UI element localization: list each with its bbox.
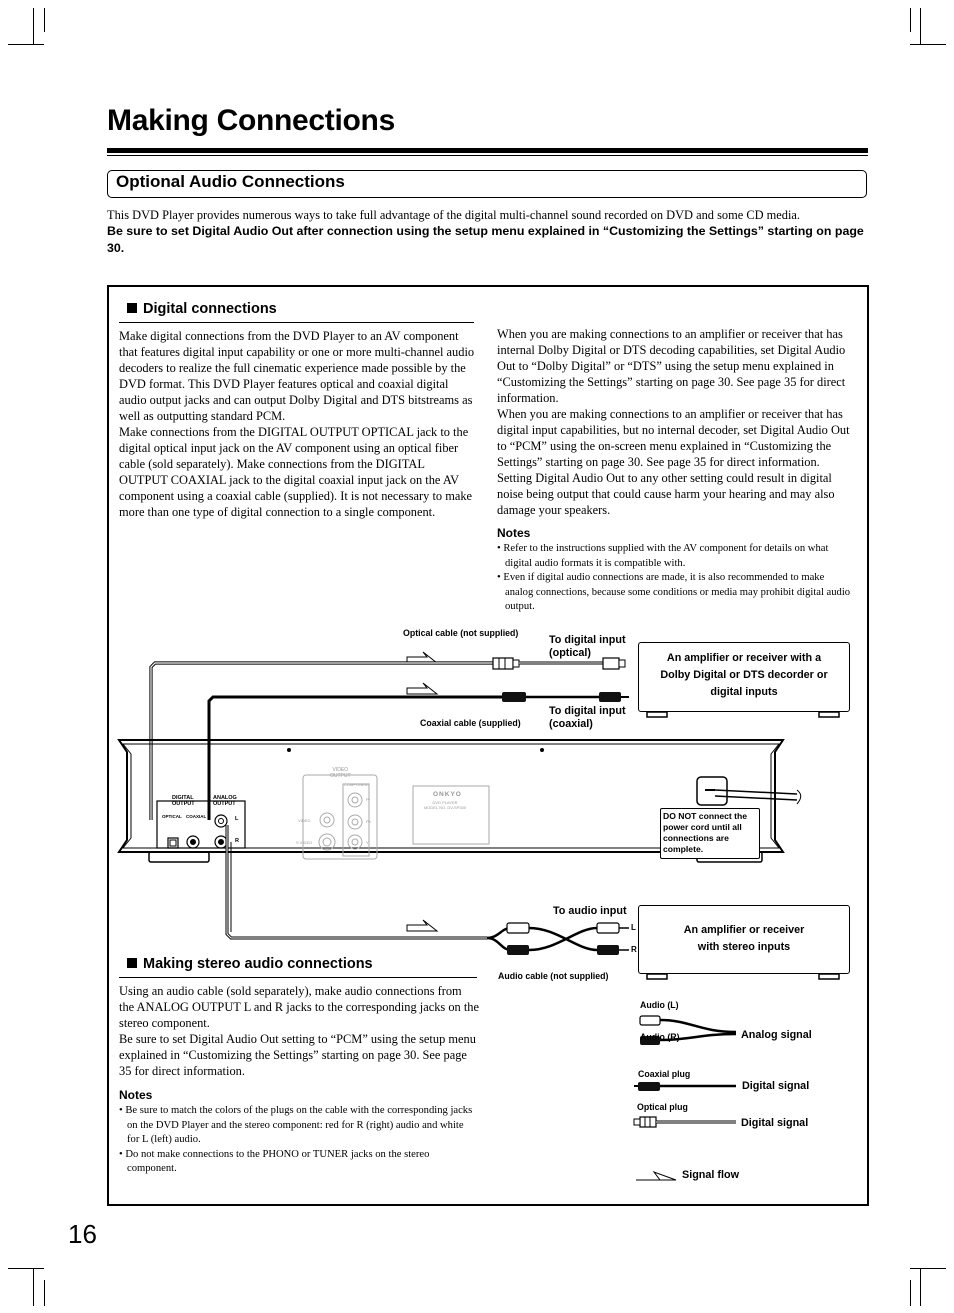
to-optical-label: To digital input (optical) xyxy=(549,634,626,659)
legend-signal-flow-label: Signal flow xyxy=(682,1169,739,1181)
panel-coaxial-label: COAXIAL xyxy=(186,814,207,819)
intro-bold-text: Be sure to set Digital Audio Out after connection using the setup menu explained in “Customizing the Settings” starting on page 30. xyxy=(107,224,864,255)
digital-amplifier-box xyxy=(638,642,850,712)
stereo-note-1: • Be sure to match the colors of the plugs on the cable with the corresponding jacks on the DVD Player and the stereo component: red for R (right) audio and white for L (left) audio. xyxy=(119,1105,473,1146)
coaxial-plug-end-icon xyxy=(599,692,621,702)
legend-coaxial-signal-label: Digital signal xyxy=(742,1080,810,1092)
page-number: 16 xyxy=(68,1219,97,1249)
stereo-heading xyxy=(127,956,373,972)
digital-left-text xyxy=(119,328,475,520)
coaxial-cable-label: Coaxial cable (supplied) xyxy=(420,718,521,728)
digital-para-2: Make connections from the DIGITAL OUTPUT OPTICAL jack to the digital optical input jack on the AV component using an optical fiber cable (sold separately). Make connections from the DIGITAL OUTPUT COAXIAL jack to the digital coaxial input jack on the AV component using a coaxial cable (supplied). It is not necessary to make more than one type of digital connection to a single component. xyxy=(119,425,473,519)
digital-right-text xyxy=(497,326,857,518)
stereo-heading-text: Making stereo audio connections xyxy=(143,956,373,972)
digital-heading-text: Digital connections xyxy=(143,301,277,317)
legend-signal-flow-icon xyxy=(636,1172,676,1180)
panel-r-label: R xyxy=(235,838,239,844)
digital-notes-heading: Notes xyxy=(497,526,531,540)
section-title: Optional Audio Connections xyxy=(116,172,345,191)
stereo-notes-heading: Notes xyxy=(119,1088,153,1102)
legend-analog-signal-label: Analog signal xyxy=(741,1029,812,1041)
panel-digital-output-label: DIGITAL OUTPUT xyxy=(172,795,195,807)
audio-r-plug-end-icon xyxy=(597,945,619,955)
legend-coaxial-plug-icon xyxy=(638,1082,660,1091)
stereo-notes-list xyxy=(119,1104,477,1177)
audio-l-plug-end-icon xyxy=(597,923,619,933)
power-warning-box xyxy=(660,808,760,859)
legend-optical-plug-label: Optical plug xyxy=(637,1102,688,1112)
audio-cable-label: Audio cable (not supplied) xyxy=(498,971,609,981)
optical-plug-icon xyxy=(493,658,519,669)
panel-analog-output-label: ANALOG OUTPUT xyxy=(213,795,237,807)
digital-heading xyxy=(127,301,277,317)
page-title: Making Connections xyxy=(107,104,395,137)
panel-svideo-label: S VIDEO xyxy=(296,840,313,845)
to-audio-input-label: To audio input xyxy=(553,905,627,917)
stereo-amplifier-text: An amplifier or receiver with stereo inputs xyxy=(683,924,805,953)
digital-para-1: Make digital connections from the DVD Player to an AV component that features digital input capability or one or more multi-channel audio decoders to realize the full cinematic experience made possible by the DVD format. This DVD Player features optical and coaxial digital audio output jacks and can output Dolby Digital and DTS bitstreams as well as outputting standard PCM. xyxy=(119,329,475,423)
digital-amplifier-text: An amplifier or receiver with a Dolby Digital or DTS decorder or digital inputs xyxy=(660,652,828,698)
audio-l-plug-icon xyxy=(507,923,529,933)
digital-notes-list xyxy=(497,542,855,615)
model-label: DVD PLAYER MODEL NO. DV-SP300 xyxy=(423,800,467,810)
panel-pr-label: Pr xyxy=(366,797,370,802)
panel-video-label: VIDEO xyxy=(298,818,311,823)
panel-l-label: L xyxy=(235,816,239,822)
bullet-square-icon xyxy=(127,303,137,313)
digital-note-1: • Refer to the instructions supplied with the AV component for details on what digital audio formats it is compatible with. xyxy=(497,543,829,569)
bullet-square-icon xyxy=(127,958,137,968)
title-rule-thin xyxy=(107,155,868,156)
legend-audio-l-plug-icon xyxy=(640,1016,660,1025)
optical-cable-label: Optical cable (not supplied) xyxy=(403,628,519,638)
analog-cable-line xyxy=(227,825,487,938)
audio-input-r-label: R xyxy=(631,945,637,954)
stereo-amplifier-box xyxy=(638,905,850,974)
legend-optical-plug-icon xyxy=(640,1117,656,1127)
legend-optical-signal-label: Digital signal xyxy=(741,1117,809,1129)
legend-audio-l-label: Audio (L) xyxy=(640,1000,679,1010)
intro-text: This DVD Player provides numerous ways to take full advantage of the digital multi-channel sound recorded on DVD and some CD media. xyxy=(107,208,801,222)
panel-video-output-label: VIDEO OUTPUT xyxy=(330,767,351,779)
stereo-text xyxy=(119,983,479,1079)
digital-note-2: • Even if digital audio connections are made, it is also recommended to make analog connections, because some conditions or media may prohibit digital audio output. xyxy=(497,572,851,613)
digital-right-para-2: When you are making connections to an amplifier or receiver that has digital input capabilities, but no internal decoder, set Digital Audio Out to “PCM” using the on-screen menu explained in “Customizing the Settings” starting on page 30. See page 35 for direct information. Setting Digital Audio Out to any other setting could result in digital noise being output that could cause harm your hearing and may also damage your speakers. xyxy=(497,407,850,517)
stereo-para-1: Using an audio cable (sold separately), make audio connections from the ANALOG OUTPUT L and R jacks to the corresponding jacks on the stereo component. xyxy=(119,984,479,1030)
title-rule xyxy=(107,148,868,153)
legend-coaxial-plug-label: Coaxial plug xyxy=(638,1069,691,1079)
to-coaxial-label: To digital input (coaxial) xyxy=(549,705,626,730)
legend-audio-r-label: Audio (R) xyxy=(640,1032,680,1042)
stereo-para-2: Be sure to set Digital Audio Out setting to “PCM” using the setup menu explained in “Customizing the Settings” starting on page 30. See page 35 for direct information. xyxy=(119,1032,476,1078)
audio-r-plug-icon xyxy=(507,945,529,955)
panel-pb-label: Pb xyxy=(366,819,371,824)
brand-logo: ONKYO xyxy=(433,791,462,798)
panel-component-label: COMPONENT xyxy=(344,782,370,787)
panel-optical-label: OPTICAL xyxy=(162,814,182,819)
digital-heading-rule xyxy=(119,322,474,323)
coaxial-plug-icon xyxy=(502,692,526,702)
stereo-note-2: • Do not make connections to the PHONO or TUNER jacks on the stereo component. xyxy=(119,1148,430,1175)
stereo-heading-rule xyxy=(119,977,477,978)
digital-right-para-1: When you are making connections to an amplifier or receiver that has internal Dolby Digital or DTS decoding capabilities, set Digital Audio Out to “Dolby Digital” or “DTS” using the setup menu explained in “Customizing the Settings” starting on page 30. See page 35 for direct information. xyxy=(497,327,846,405)
audio-input-l-label: L xyxy=(631,923,636,932)
panel-y-label: Y xyxy=(366,840,369,845)
power-warning-text: DO NOT connect the power cord until all connections are complete. xyxy=(663,811,748,854)
